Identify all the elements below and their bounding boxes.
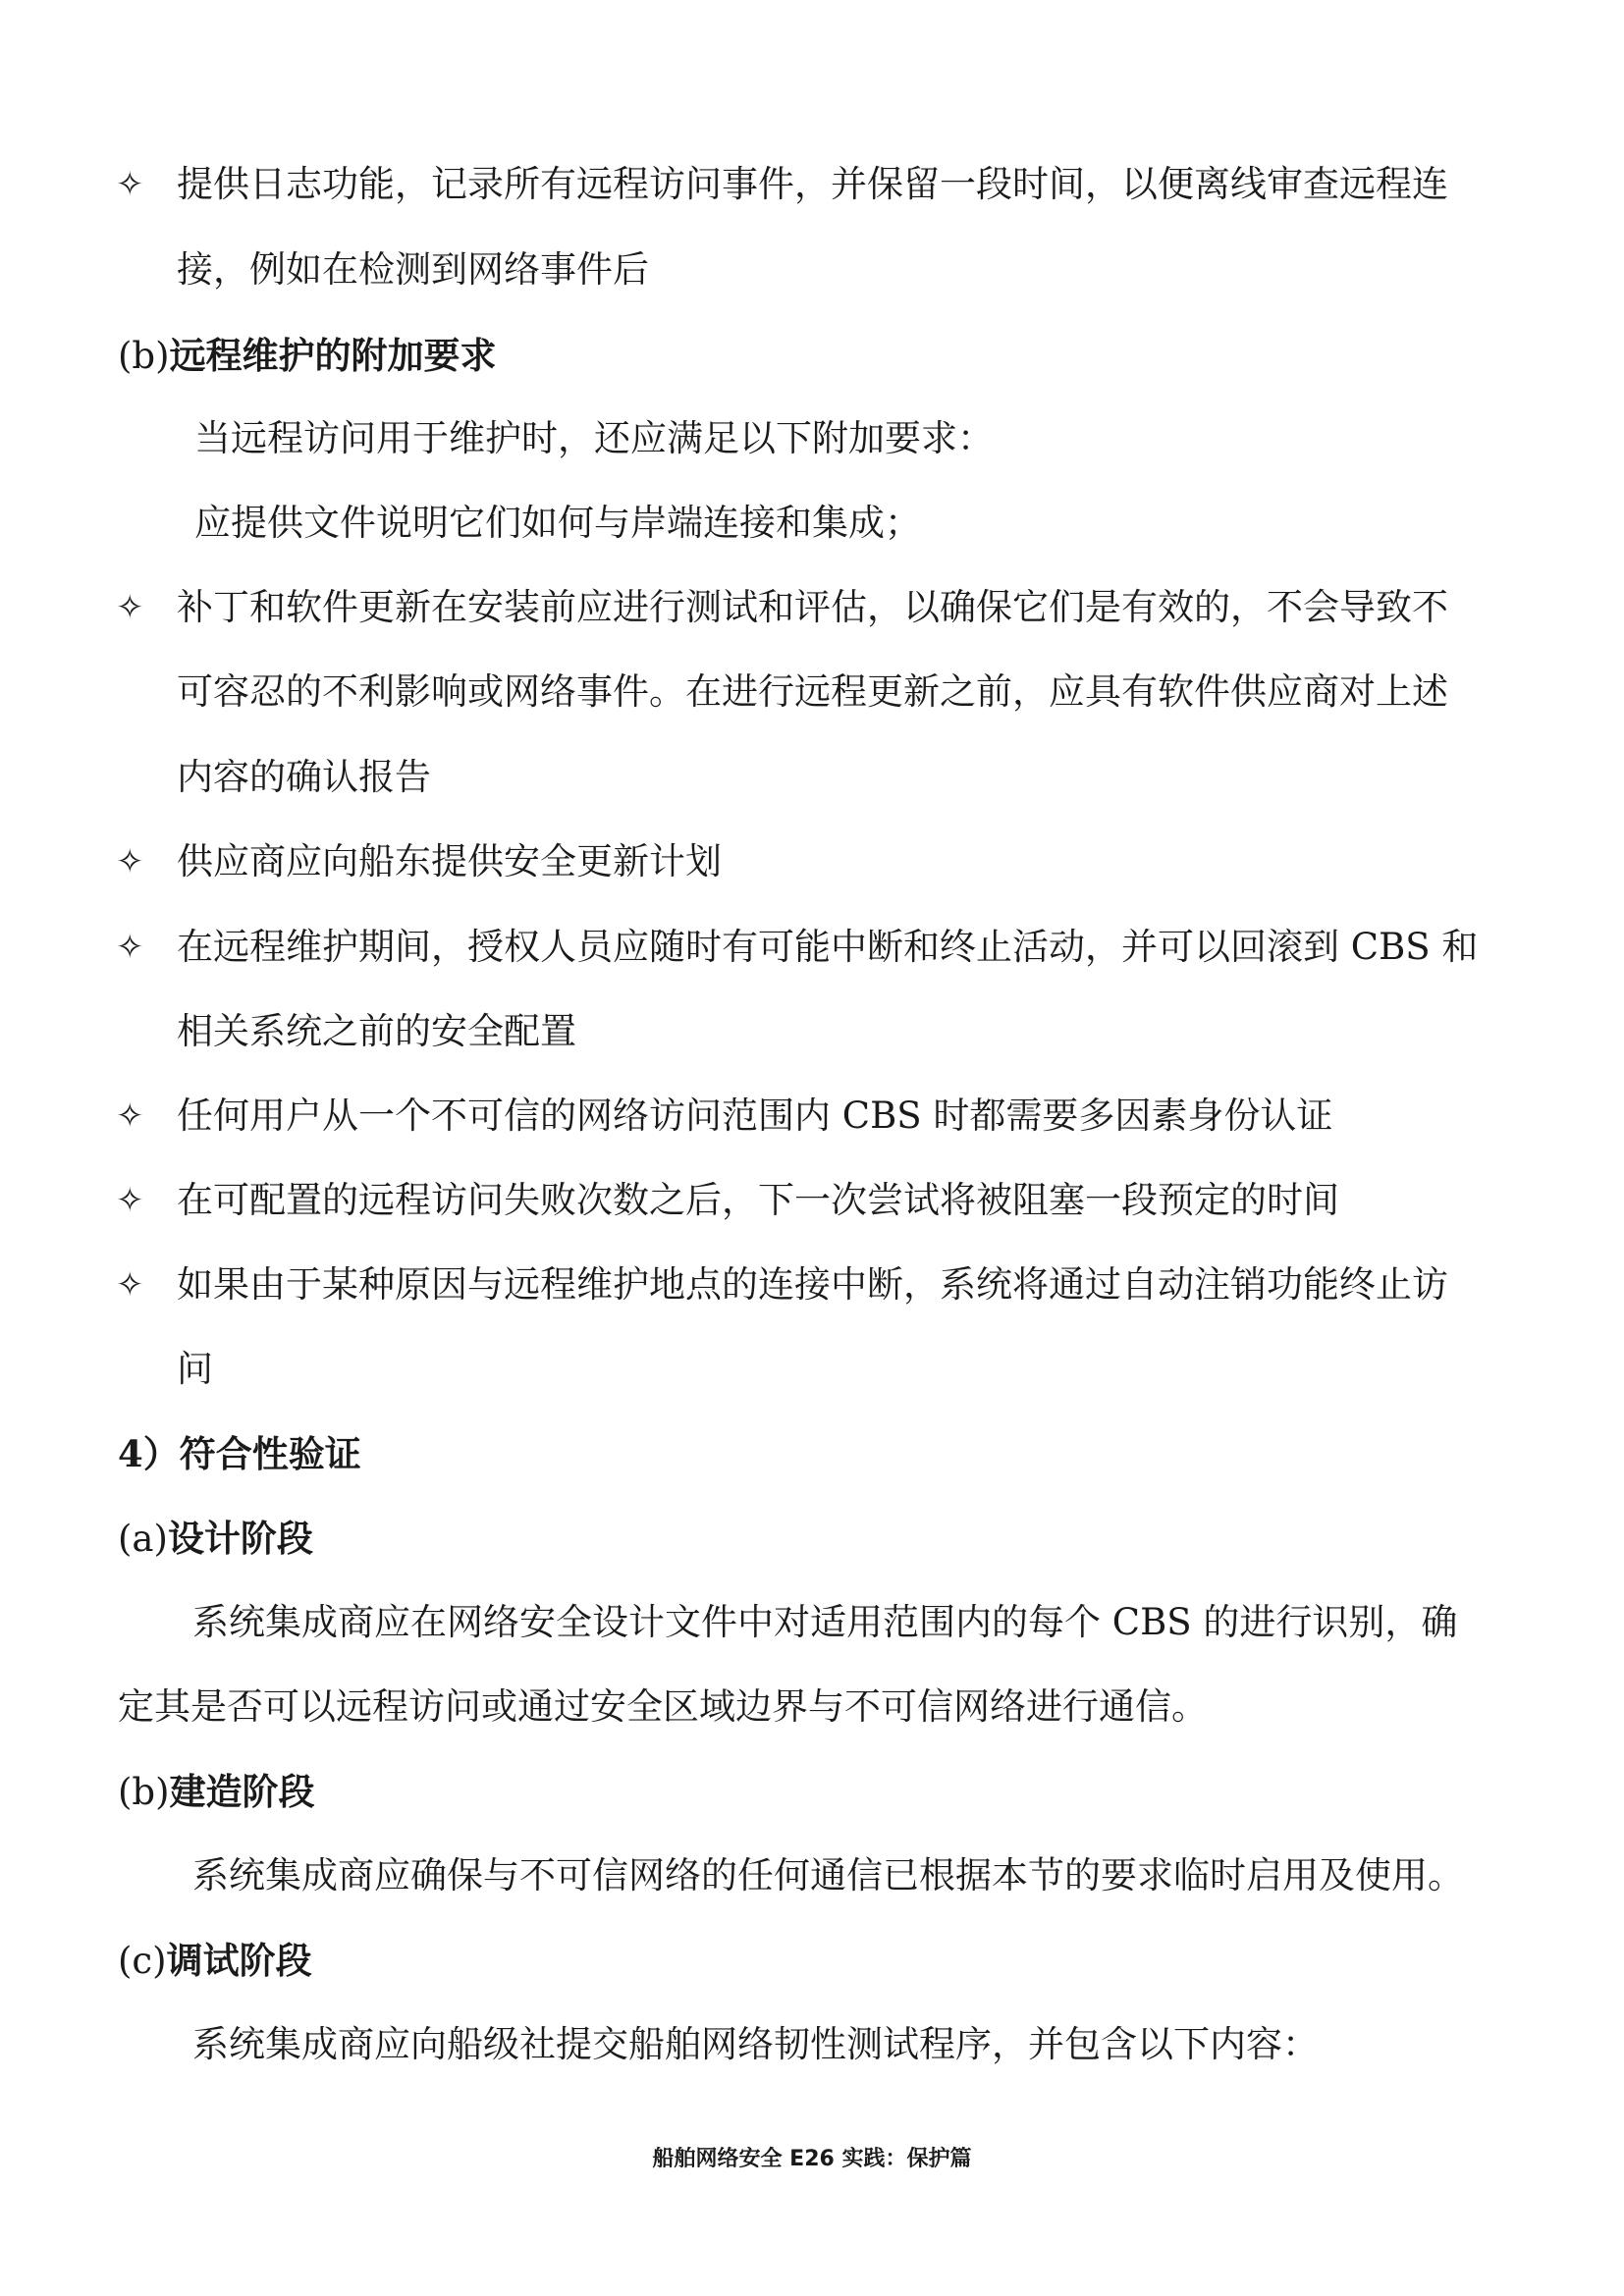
- bullet-icon: ✧: [116, 1096, 144, 1136]
- bullet-2-line-1: 补丁和软件更新在安装前应进行测试和评估，以确保它们是有效的，不会导致不: [177, 586, 1448, 628]
- heading-prefix: (a): [118, 1518, 168, 1560]
- bullet-1-line-2: 接，例如在检测到网络事件后: [177, 248, 649, 291]
- section-4-heading: 4）符合性验证: [118, 1432, 361, 1475]
- heading-title: 远程维护的附加要求: [169, 334, 497, 377]
- bullet-6: 在可配置的远程访问失败次数之后，下一次尝试将被阻塞一段预定的时间: [177, 1179, 1339, 1221]
- heading-c-commissioning-phase: [118, 1936, 312, 1986]
- bullet-1-line-1: 提供日志功能，记录所有远程访问事件，并保留一段时间，以便离线审查远程连: [177, 163, 1448, 205]
- bullet-2-line-2: 可容忍的不利影响或网络事件。在进行远程更新之前，应具有软件供应商对上述: [177, 670, 1448, 713]
- bullet-5: 任何用户从一个不可信的网络访问范围内 CBS 时都需要多因素身份认证: [177, 1095, 1333, 1137]
- paragraph-design-line-1: 系统集成商应在网络安全设计文件中对适用范围内的每个 CBS 的进行识别，确: [192, 1601, 1458, 1643]
- bullet-3: 供应商应向船东提供安全更新计划: [177, 840, 722, 882]
- heading-prefix: (b): [118, 1771, 170, 1813]
- heading-b-remote-maintenance: [118, 331, 497, 381]
- paragraph-documentation: 应提供文件说明它们如何与岸端连接和集成；: [194, 502, 921, 544]
- heading-b-construction-phase: [118, 1767, 315, 1817]
- paragraph-construction: 系统集成商应确保与不可信网络的任何通信已根据本节的要求临时启用及使用。: [192, 1854, 1464, 1896]
- bullet-icon: ✧: [116, 842, 144, 881]
- paragraph-commissioning: 系统集成商应向船级社提交船舶网络韧性测试程序，并包含以下内容：: [192, 2023, 1319, 2065]
- paragraph-design-line-2: 定其是否可以远程访问或通过安全区域边界与不可信网络进行通信。: [118, 1685, 1208, 1728]
- bullet-icon: ✧: [116, 1265, 144, 1305]
- heading-title: 建造阶段: [169, 1770, 315, 1813]
- paragraph-additional-requirements: 当远程访问用于维护时，还应满足以下附加要求：: [194, 417, 994, 459]
- bullet-icon: ✧: [116, 165, 144, 204]
- bullet-icon: ✧: [116, 588, 144, 627]
- heading-title: 调试阶段: [166, 1939, 312, 1982]
- heading-a-design-phase: [118, 1514, 313, 1564]
- bullet-4-line-2: 相关系统之前的安全配置: [177, 1010, 576, 1052]
- page-footer: 船舶网络安全 E26 实践：保护篇: [652, 2147, 972, 2171]
- bullet-2-line-3: 内容的确认报告: [177, 756, 431, 798]
- heading-prefix: (b): [118, 335, 170, 377]
- heading-prefix: (c): [118, 1940, 167, 1982]
- heading-title: 设计阶段: [167, 1517, 313, 1560]
- bullet-7-line-1: 如果由于某种原因与远程维护地点的连接中断，系统将通过自动注销功能终止访: [177, 1263, 1448, 1306]
- bullet-7-line-2: 问: [177, 1348, 213, 1390]
- bullet-icon: ✧: [116, 1181, 144, 1220]
- bullet-4-line-1: 在远程维护期间，授权人员应随时有可能中断和终止活动，并可以回滚到 CBS 和: [177, 926, 1479, 968]
- bullet-icon: ✧: [116, 928, 144, 967]
